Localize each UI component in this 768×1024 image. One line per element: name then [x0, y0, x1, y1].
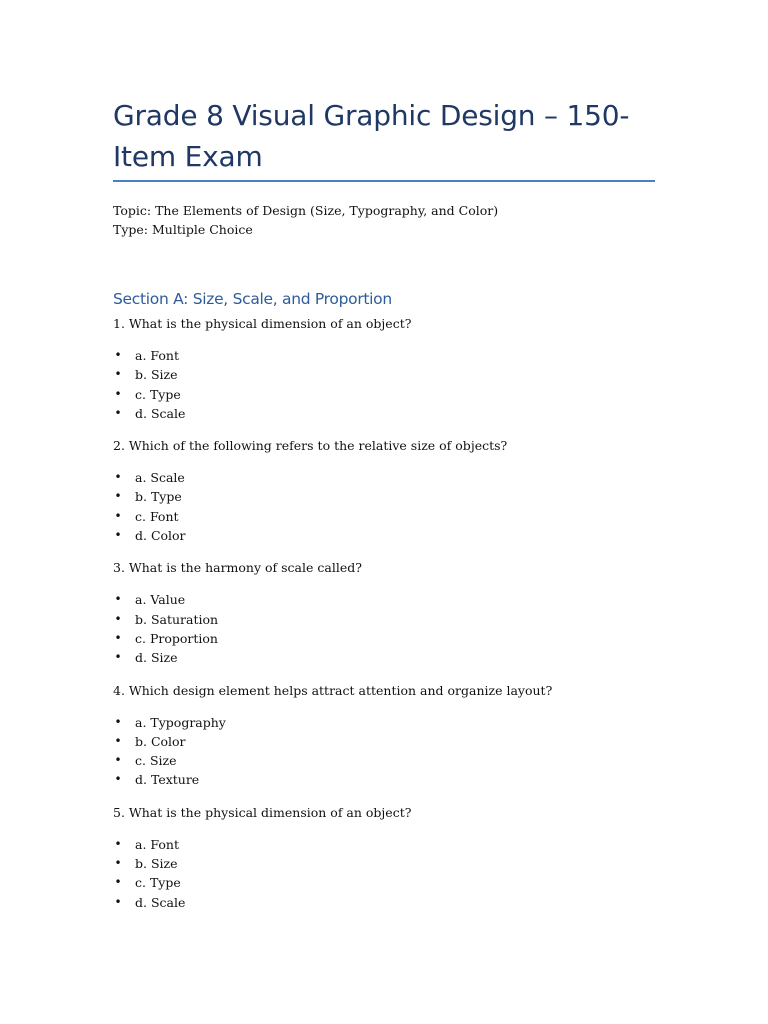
choice-item [113, 835, 673, 854]
choice-item [113, 404, 673, 423]
choice-label: c. Size [135, 753, 177, 769]
question-item [113, 314, 673, 423]
choice-label: c. Type [135, 875, 181, 891]
choice-item [113, 385, 673, 404]
question-item [113, 681, 673, 790]
question-list [113, 314, 673, 925]
section-heading: Section A: Size, Scale, and Proportion [113, 290, 392, 308]
choice-label: c. Font [135, 508, 179, 524]
choice-label: d. Scale [135, 894, 186, 910]
bullet-icon: • [114, 630, 122, 645]
bullet-icon: • [114, 772, 122, 787]
bullet-icon: • [114, 650, 122, 665]
choice-item [113, 732, 673, 751]
choice-list [113, 346, 673, 423]
question-item [113, 436, 673, 545]
choice-item [113, 854, 673, 873]
choice-label: d. Color [135, 528, 186, 544]
question-text: 3. What is the harmony of scale called? [113, 560, 362, 576]
question-text: 5. What is the physical dimension of an object? [113, 804, 412, 820]
choice-item [113, 770, 673, 789]
choice-item [113, 610, 673, 629]
bullet-icon: • [114, 508, 122, 523]
question-item [113, 558, 673, 667]
choice-item [113, 346, 673, 365]
choice-label: d. Scale [135, 405, 186, 421]
bullet-icon: • [114, 470, 122, 485]
choice-list [113, 835, 673, 912]
question-text: 4. Which design element helps attract attention and organize layout? [113, 682, 553, 698]
bullet-icon: • [114, 836, 122, 851]
document-title: Grade 8 Visual Graphic Design – 150-Item Exam [113, 99, 630, 173]
choice-item [113, 365, 673, 384]
choice-label: a. Typography [135, 714, 226, 730]
bullet-icon: • [114, 367, 122, 382]
bullet-icon: • [114, 528, 122, 543]
choice-label: a. Font [135, 348, 179, 363]
choice-label: c. Proportion [135, 630, 218, 646]
choice-label: a. Font [135, 836, 179, 852]
choice-item [113, 629, 673, 648]
bullet-icon: • [114, 753, 122, 768]
bullet-icon: • [114, 611, 122, 626]
document-meta [113, 201, 498, 239]
choice-list [113, 468, 673, 545]
bullet-icon: • [114, 733, 122, 748]
topic-line: Topic: The Elements of Design (Size, Typography, and Color) [113, 203, 499, 218]
bullet-icon: • [114, 489, 122, 504]
choice-label: b. Color [135, 733, 186, 749]
choice-label: d. Texture [135, 772, 200, 788]
bullet-icon: • [114, 348, 122, 362]
bullet-icon: • [114, 405, 122, 420]
bullet-icon: • [114, 856, 122, 871]
choice-item [113, 590, 673, 609]
choice-item [113, 468, 673, 487]
choice-label: d. Size [135, 650, 178, 666]
type-line: Type: Multiple Choice [113, 222, 253, 237]
bullet-icon: • [114, 875, 122, 890]
choice-list [113, 713, 673, 790]
choice-item [113, 487, 673, 506]
choice-item [113, 507, 673, 526]
bullet-icon: • [114, 592, 122, 607]
question-item [113, 803, 673, 912]
choice-item [113, 893, 673, 912]
bullet-icon: • [114, 894, 122, 909]
choice-label: c. Type [135, 386, 181, 402]
choice-item [113, 713, 673, 732]
choice-label: b. Size [135, 367, 178, 383]
bullet-icon: • [114, 386, 122, 401]
choice-item [113, 873, 673, 892]
choice-item [113, 526, 673, 545]
choice-item [113, 751, 673, 770]
choice-label: a. Scale [135, 470, 185, 486]
question-text: 1. What is the physical dimension of an object? [113, 316, 412, 331]
choice-item [113, 648, 673, 667]
choice-label: b. Saturation [135, 611, 219, 627]
question-text: 2. Which of the following refers to the relative size of objects? [113, 438, 508, 454]
choice-list [113, 590, 673, 667]
bullet-icon: • [114, 714, 122, 729]
title-underline [113, 180, 655, 182]
choice-label: b. Size [135, 856, 178, 872]
choice-label: b. Type [135, 489, 182, 505]
choice-label: a. Value [135, 592, 186, 608]
